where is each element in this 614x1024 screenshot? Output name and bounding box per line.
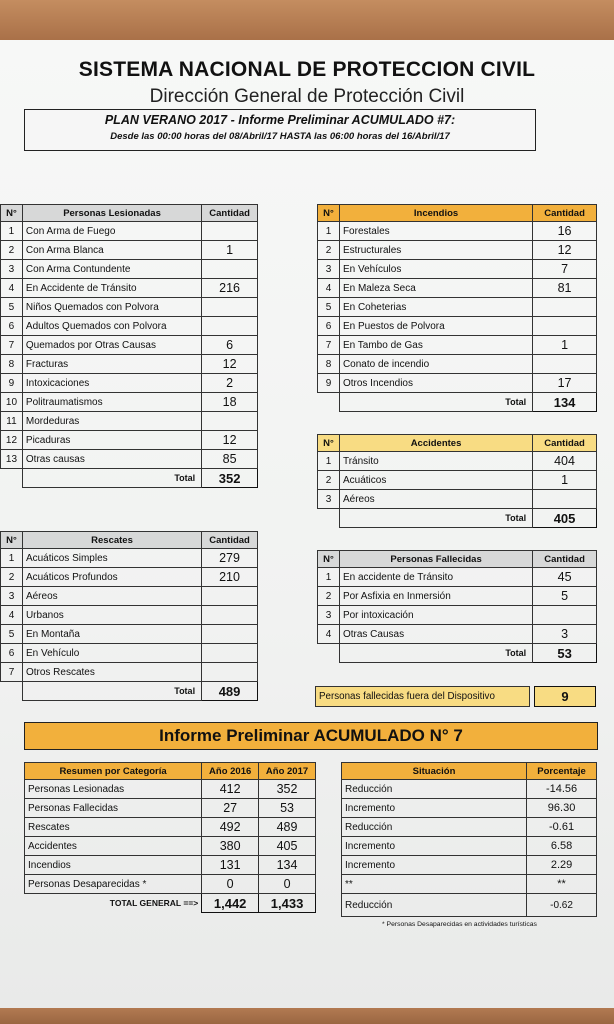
incendios-cell-qty: 1 [533,336,597,355]
lesionadas-cell-label: Adultos Quemados con Polvora [22,317,201,336]
rescates-cell-label: Urbanos [22,606,201,625]
lesionadas-cell-qty: 216 [202,279,258,298]
incendios-header-no: N° [318,205,340,222]
situacion-header-percent: Porcentaje [527,763,597,780]
lesionadas-cell-n: 10 [1,393,23,412]
lesionadas-cell-n: 13 [1,450,23,469]
lesionadas-cell-label: Quemados por Otras Causas [22,336,201,355]
situacion-cell-pct: 6.58 [527,837,597,856]
lesionadas-row [1,260,258,279]
resumen-cell-y2016: 492 [202,818,259,837]
fallecidas-header-no: N° [318,551,340,568]
lesionadas-row [1,374,258,393]
fallecidas-table [317,550,597,663]
situacion-cell-sit: Reducción [342,818,527,837]
incendios-row [318,317,597,336]
resumen-row [25,875,316,894]
situacion-cell-sit: Incremento [342,837,527,856]
situacion-cell-pct: 96.30 [527,799,597,818]
fallecidas-cell-n: 4 [318,625,340,644]
incendios-cell-label: Forestales [339,222,532,241]
lesionadas-cell-qty: 85 [202,450,258,469]
incendios-cell-label: Conato de incendio [339,355,532,374]
resumen-cell-cat: Rescates [25,818,202,837]
rescates-cell-qty: 210 [202,568,258,587]
plan-title: PLAN VERANO 2017 - Informe Preliminar ACUMULADO #7: [104,113,456,127]
rescates-table [0,531,258,701]
resumen-table [24,762,316,913]
lesionadas-cell-qty: 12 [202,431,258,450]
incendios-cell-label: Estructurales [339,241,532,260]
incendios-rows [318,222,597,393]
rescates-row [1,587,258,606]
incendios-cell-qty: 7 [533,260,597,279]
rescates-cell-label: Otros Rescates [22,663,201,682]
rescates-header-name: Rescates [22,532,201,549]
incendios-cell-qty [533,317,597,336]
resumen-total-label: TOTAL GENERAL ==> [109,898,199,909]
accidentes-header-qty: Cantidad [533,435,597,452]
rescates-row [1,568,258,587]
situacion-row [342,875,597,894]
accidentes-header-no: N° [318,435,340,452]
accidentes-row [318,490,597,509]
outside-deaths-value: 9 [534,686,596,707]
accidentes-cell-label: Acuáticos [339,471,532,490]
rescates-cell-qty: 279 [202,549,258,568]
lesionadas-row [1,317,258,336]
situacion-header-situation: Situación [342,763,527,780]
resumen-row [25,780,316,799]
incendios-row [318,222,597,241]
incendios-cell-label: En Puestos de Polvora [339,317,532,336]
lesionadas-cell-qty: 18 [202,393,258,412]
incendios-cell-label: En Maleza Seca [339,279,532,298]
fallecidas-cell-label: Otras Causas [339,625,532,644]
situacion-row [342,856,597,875]
lesionadas-cell-qty [202,412,258,431]
resumen-header-2016: Año 2016 [202,763,259,780]
lesionadas-cell-label: Otras causas [22,450,201,469]
incendios-row [318,355,597,374]
lesionadas-cell-qty: 6 [202,336,258,355]
resumen-cell-cat: Personas Fallecidas [25,799,202,818]
situacion-row [342,837,597,856]
document-title: SISTEMA NACIONAL DE PROTECCION CIVIL [78,58,536,81]
rescates-header-no: N° [1,532,23,549]
rescates-cell-qty [202,606,258,625]
resumen-cell-y2017: 134 [259,856,316,875]
plan-box [24,109,536,151]
lesionadas-cell-n: 8 [1,355,23,374]
lesionadas-total-value: 352 [202,469,258,488]
lesionadas-row [1,241,258,260]
incendios-cell-n: 8 [318,355,340,374]
fallecidas-row [318,568,597,587]
accidentes-cell-label: Tránsito [339,452,532,471]
lesionadas-rows [1,222,258,469]
rescates-cell-n: 4 [1,606,23,625]
fallecidas-cell-label: En accidente de Tránsito [339,568,532,587]
incendios-cell-label: En Coheterias [339,298,532,317]
lesionadas-cell-qty [202,317,258,336]
rescates-cell-n: 3 [1,587,23,606]
summary-banner: Informe Preliminar ACUMULADO N° 7 [24,722,598,750]
lesionadas-row [1,393,258,412]
lesionadas-cell-n: 4 [1,279,23,298]
lesionadas-cell-label: Niños Quemados con Polvora [22,298,201,317]
fallecidas-header-qty: Cantidad [533,551,597,568]
situacion-cell-pct: -0.61 [527,818,597,837]
accidentes-cell-label: Aéreos [339,490,532,509]
accidentes-cell-qty: 404 [533,452,597,471]
rescates-cell-n: 7 [1,663,23,682]
fallecidas-row [318,625,597,644]
lesionadas-cell-qty [202,260,258,279]
resumen-row [25,799,316,818]
resumen-cell-y2016: 412 [202,780,259,799]
resumen-cell-cat: Incendios [25,856,202,875]
footnote: * Personas Desaparecidas en actividades turísticas [382,921,537,928]
situacion-row [342,799,597,818]
rescates-total-value: 489 [202,682,258,701]
rescates-cell-qty [202,587,258,606]
fallecidas-cell-label: Por intoxicación [339,606,532,625]
lesionadas-header-qty: Cantidad [202,205,258,222]
resumen-cell-y2017: 489 [259,818,316,837]
resumen-total-2017: 1,433 [259,894,316,913]
rescates-total-label: Total [22,682,201,701]
lesionadas-header-no: N° [1,205,23,222]
incendios-header-name: Incendios [339,205,532,222]
accidentes-cell-qty [533,490,597,509]
situacion-row [342,818,597,837]
lesionadas-cell-n: 7 [1,336,23,355]
lesionadas-cell-label: En Accidente de Tránsito [22,279,201,298]
incendios-cell-qty: 16 [533,222,597,241]
fallecidas-row [318,587,597,606]
fallecidas-total-label: Total [339,644,532,663]
lesionadas-row [1,298,258,317]
lesionadas-total-label: Total [22,469,201,488]
incendios-cell-n: 9 [318,374,340,393]
resumen-row [25,837,316,856]
accidentes-rows [318,452,597,509]
fallecidas-row [318,606,597,625]
lesionadas-row [1,222,258,241]
lesionadas-cell-qty: 2 [202,374,258,393]
lesionadas-cell-n: 12 [1,431,23,450]
situacion-cell-sit: Reducción [342,780,527,799]
lesionadas-cell-n: 2 [1,241,23,260]
incendios-row [318,260,597,279]
lesionadas-cell-n: 1 [1,222,23,241]
lesionadas-cell-label: Picaduras [22,431,201,450]
accidentes-cell-n: 1 [318,452,340,471]
accidentes-cell-n: 3 [318,490,340,509]
accidentes-total-label: Total [339,509,532,528]
lesionadas-row [1,336,258,355]
resumen-total-2016: 1,442 [202,894,259,913]
lesionadas-cell-label: Con Arma Contundente [22,260,201,279]
rescates-row [1,606,258,625]
resumen-row [25,856,316,875]
fallecidas-cell-n: 2 [318,587,340,606]
situacion-table [341,762,597,917]
rescates-cell-n: 6 [1,644,23,663]
rescates-cell-label: En Vehículo [22,644,201,663]
lesionadas-cell-label: Fracturas [22,355,201,374]
incendios-cell-label: En Vehículos [339,260,532,279]
rescates-cell-n: 2 [1,568,23,587]
lesionadas-cell-label: Intoxicaciones [22,374,201,393]
accidentes-table [317,434,597,528]
resumen-cell-y2016: 380 [202,837,259,856]
resumen-header-category: Resumen por Categoría [25,763,202,780]
resumen-cell-y2017: 0 [259,875,316,894]
rescates-row [1,663,258,682]
incendios-header-qty: Cantidad [533,205,597,222]
accidentes-cell-qty: 1 [533,471,597,490]
lesionadas-cell-n: 11 [1,412,23,431]
incendios-row [318,241,597,260]
rescates-cell-n: 1 [1,549,23,568]
situacion-cell-sit: Incremento [342,856,527,875]
resumen-cell-cat: Personas Desaparecidas * [25,875,202,894]
lesionadas-cell-n: 5 [1,298,23,317]
plan-date-range: Desde las 00:00 horas del 08/Abril/17 HASTA las 06:00 horas del 16/Abril/17 [110,131,450,142]
incendios-table [317,204,597,412]
incendios-row [318,279,597,298]
resumen-cell-cat: Personas Lesionadas [25,780,202,799]
fallecidas-total-value: 53 [533,644,597,663]
outside-deaths-label: Personas fallecidas fuera del Dispositivo [315,686,530,707]
lesionadas-cell-label: Mordeduras [22,412,201,431]
resumen-cell-y2016: 0 [202,875,259,894]
incendios-total-label: Total [339,393,532,412]
rescates-cell-qty [202,625,258,644]
incendios-cell-n: 5 [318,298,340,317]
lesionadas-row [1,412,258,431]
incendios-cell-qty [533,355,597,374]
accidentes-header-name: Accidentes [339,435,532,452]
rescates-cell-label: Acuáticos Simples [22,549,201,568]
lesionadas-row [1,355,258,374]
situacion-total-value: -0.62 [527,894,597,917]
situacion-rows [342,780,597,894]
incendios-cell-qty: 81 [533,279,597,298]
situacion-cell-sit: ** [342,875,527,894]
lesionadas-header-name: Personas Lesionadas [22,205,201,222]
incendios-cell-label: En Tambo de Gas [339,336,532,355]
fallecidas-cell-n: 3 [318,606,340,625]
incendios-cell-n: 7 [318,336,340,355]
accidentes-row [318,471,597,490]
lesionadas-cell-qty: 12 [202,355,258,374]
lesionadas-cell-label: Con Arma de Fuego [22,222,201,241]
rescates-cell-label: Aéreos [22,587,201,606]
resumen-cell-y2017: 405 [259,837,316,856]
lesionadas-cell-n: 9 [1,374,23,393]
document-subtitle: Dirección General de Protección Civil [149,86,465,107]
lesionadas-table [0,204,258,488]
fallecidas-header-name: Personas Fallecidas [339,551,532,568]
lesionadas-cell-n: 3 [1,260,23,279]
resumen-cell-y2017: 352 [259,780,316,799]
rescates-cell-n: 5 [1,625,23,644]
resumen-row [25,818,316,837]
incendios-cell-n: 1 [318,222,340,241]
fallecidas-cell-qty: 45 [533,568,597,587]
wood-background-bottom [0,1008,614,1024]
resumen-rows [25,780,316,894]
lesionadas-cell-label: Politraumatismos [22,393,201,412]
resumen-cell-y2016: 131 [202,856,259,875]
incendios-cell-qty: 12 [533,241,597,260]
situacion-cell-pct: 2.29 [527,856,597,875]
incendios-total-value: 134 [533,393,597,412]
rescates-row [1,625,258,644]
lesionadas-cell-qty [202,222,258,241]
rescates-cell-label: Acuáticos Profundos [22,568,201,587]
fallecidas-cell-qty: 5 [533,587,597,606]
fallecidas-rows [318,568,597,644]
resumen-cell-y2017: 53 [259,799,316,818]
situacion-total-label: Reducción [342,894,527,917]
situacion-row [342,780,597,799]
fallecidas-cell-qty: 3 [533,625,597,644]
rescates-row [1,549,258,568]
resumen-cell-y2016: 27 [202,799,259,818]
accidentes-row [318,452,597,471]
lesionadas-row [1,431,258,450]
incendios-cell-n: 2 [318,241,340,260]
rescates-rows [1,549,258,682]
incendios-row [318,298,597,317]
fallecidas-cell-qty [533,606,597,625]
situacion-cell-sit: Incremento [342,799,527,818]
rescates-cell-label: En Montaña [22,625,201,644]
accidentes-cell-n: 2 [318,471,340,490]
situacion-cell-pct: ** [527,875,597,894]
lesionadas-cell-qty: 1 [202,241,258,260]
incendios-cell-label: Otros Incendios [339,374,532,393]
resumen-cell-cat: Accidentes [25,837,202,856]
lesionadas-row [1,279,258,298]
incendios-cell-qty: 17 [533,374,597,393]
incendios-cell-qty [533,298,597,317]
incendios-row [318,336,597,355]
incendios-row [318,374,597,393]
lesionadas-cell-n: 6 [1,317,23,336]
incendios-cell-n: 3 [318,260,340,279]
accidentes-total-value: 405 [533,509,597,528]
incendios-cell-n: 4 [318,279,340,298]
lesionadas-cell-label: Con Arma Blanca [22,241,201,260]
resumen-header-2017: Año 2017 [259,763,316,780]
lesionadas-row [1,450,258,469]
rescates-header-qty: Cantidad [202,532,258,549]
rescates-cell-qty [202,644,258,663]
lesionadas-cell-qty [202,298,258,317]
rescates-row [1,644,258,663]
incendios-cell-n: 6 [318,317,340,336]
situacion-cell-pct: -14.56 [527,780,597,799]
rescates-cell-qty [202,663,258,682]
fallecidas-cell-n: 1 [318,568,340,587]
fallecidas-cell-label: Por Asfixia en Inmersión [339,587,532,606]
wood-background-top [0,0,614,42]
